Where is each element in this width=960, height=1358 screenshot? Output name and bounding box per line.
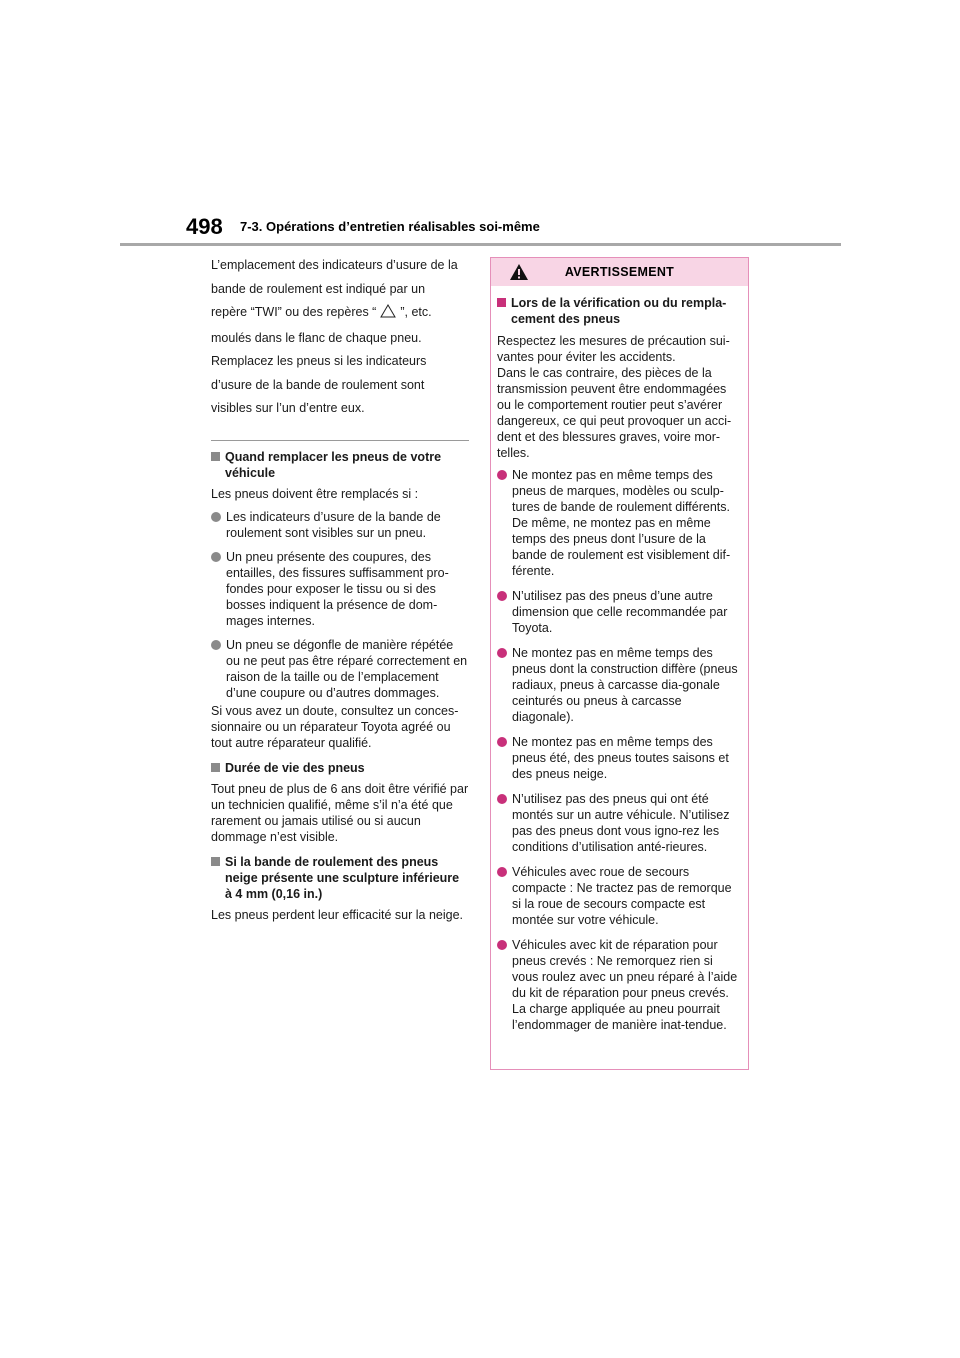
round-bullet-icon [211,640,221,650]
section-divider [211,440,469,441]
list-item-text: Ne montez pas en même temps des pneus dont la construction diffère (pneus radiaux, pneus à carcasse dia-gonale ceinturés ou pneus à carcasse diagonale). [512,646,738,724]
warning-list-item [497,645,741,725]
intro-line-part: ”, etc. [400,305,432,319]
square-bullet-icon [497,298,506,307]
warning-list-item [497,864,741,928]
intro-line: L’emplacement des indicateurs d’usure de la [211,258,458,272]
list-item-text: Véhicules avec roue de secours compacte : Ne tractez pas de remorque si la roue de secours compacte est montée sur votre véhicule. [512,865,732,927]
round-bullet-icon [497,940,507,950]
list-item-text: Véhicules avec kit de réparation pour pneus crevés : Ne remorquez rien si vous roulez avec un pneu réparé à l’aide du kit de réparation pour pneus crevés. La charge appliquée au pneu pourrait l’endommager de manière inat-tendue. [512,938,738,1032]
warning-list-item [497,588,741,636]
warning-list-item [497,937,741,1033]
warning-body [491,286,748,1033]
list-item [211,637,469,701]
list-item-text: Ne montez pas en même temps des pneus été, des pneus toutes saisons et des pneus neige. [512,735,729,781]
header-divider [120,243,841,246]
list-item-text: N’utilisez pas des pneus d’une autre dimension que celle recommandée par Toyota. [512,589,728,635]
paragraph: Dans le cas contraire, des pièces de la transmission peuvent être endommagées ou le comportement routier peut s’avérer dangereux, ce qui peut provoquer un acci-dent et des blessures graves, voire mor-telles. [497,366,732,460]
intro-line-twi [211,303,469,325]
intro-line: moulés dans le flanc de chaque pneu. [211,330,422,345]
intro-text [211,256,469,419]
section-heading-text: Quand remplacer les pneus de votre véhicule [225,449,442,480]
list-item-text: Les indicateurs d’usure de la bande de roulement sont visibles sur un pneu. [226,509,441,540]
section-heading [211,449,469,481]
intro-line: d’usure de la bande de roulement sont [211,377,425,392]
round-bullet-icon [497,591,507,601]
paragraph: Si vous avez un doute, consultez un conces-sionnaire ou un réparateur Toyota agréé ou tout autre réparateur qualifié. [211,703,459,750]
warning-header [491,258,748,286]
list-item [211,549,469,629]
round-bullet-icon [211,512,221,522]
list-item-text: Ne montez pas en même temps des pneus de marques, modèles ou sculp-tures de bande de roulement différents. De même, ne montez pas en même temps des pneus dont l’usure de la bande de roulement est visiblement dif-férente. [512,468,731,578]
paragraph: Respectez les mesures de précaution sui-vantes pour éviter les accidents. [497,334,730,364]
list-item-text: N’utilisez pas des pneus qui ont été montés sur un autre véhicule. N’utilisez pas des pneus dont vous igno-rez les conditions d’utilisation anté-rieures. [512,792,730,854]
section-title: 7-3. Opérations d’entretien réalisables soi-même [240,219,540,234]
paragraph: Les pneus perdent leur efficacité sur la neige. [211,907,464,922]
round-bullet-icon [497,737,507,747]
page-number: 498 [186,214,223,239]
list-item-text: Un pneu présente des coupures, des entailles, des fissures suffisamment pro-fondes pour exposer le tissu ou si des bosses indiquent la présence de dom-mages internes. [226,549,449,628]
intro-line-part: repère “TWI” ou des repères “ [211,305,377,319]
left-column [211,256,469,930]
intro-line: visibles sur l’un d’entre eux. [211,401,365,415]
square-bullet-icon [211,857,220,866]
warning-triangle-icon [509,263,529,281]
section-heading [211,760,469,776]
section-heading-text: Durée de vie des pneus [225,760,365,775]
round-bullet-icon [497,867,507,877]
warning-heading-text: Lors de la vérification ou du rempla-cement des pneus [511,296,727,326]
section-heading [211,854,469,902]
intro-line: bande de roulement est indiqué par un [211,281,426,296]
section-heading-text: Si la bande de roulement des pneus neige présente une sculpture inférieure à 4 mm (0,16 in.) [225,854,460,901]
warning-title: AVERTISSEMENT [564,265,675,279]
round-bullet-icon [497,794,507,804]
triangle-mark-icon [380,304,396,325]
round-bullet-icon [211,552,221,562]
paragraph: Les pneus doivent être remplacés si : [211,486,419,501]
warning-list-item [497,467,741,579]
round-bullet-icon [497,648,507,658]
warning-list-item [497,791,741,855]
intro-line: Remplacez les pneus si les indicateurs [211,354,427,368]
list-item-text: Un pneu se dégonfle de manière répétée ou ne peut pas être réparé correctement en raison de la taille ou de l’emplacement d’une coupure ou d’autres dommages. [226,637,468,700]
warning-box [490,257,749,1070]
warning-heading [497,295,741,327]
list-item [211,509,469,541]
round-bullet-icon [497,470,507,480]
square-bullet-icon [211,763,220,772]
paragraph: Tout pneu de plus de 6 ans doit être vérifié par un technicien qualifié, même s’il n’a été que rarement ou jamais utilisé ou si aucun dommage n’est visible. [211,781,469,844]
square-bullet-icon [211,452,220,461]
warning-list-item [497,734,741,782]
